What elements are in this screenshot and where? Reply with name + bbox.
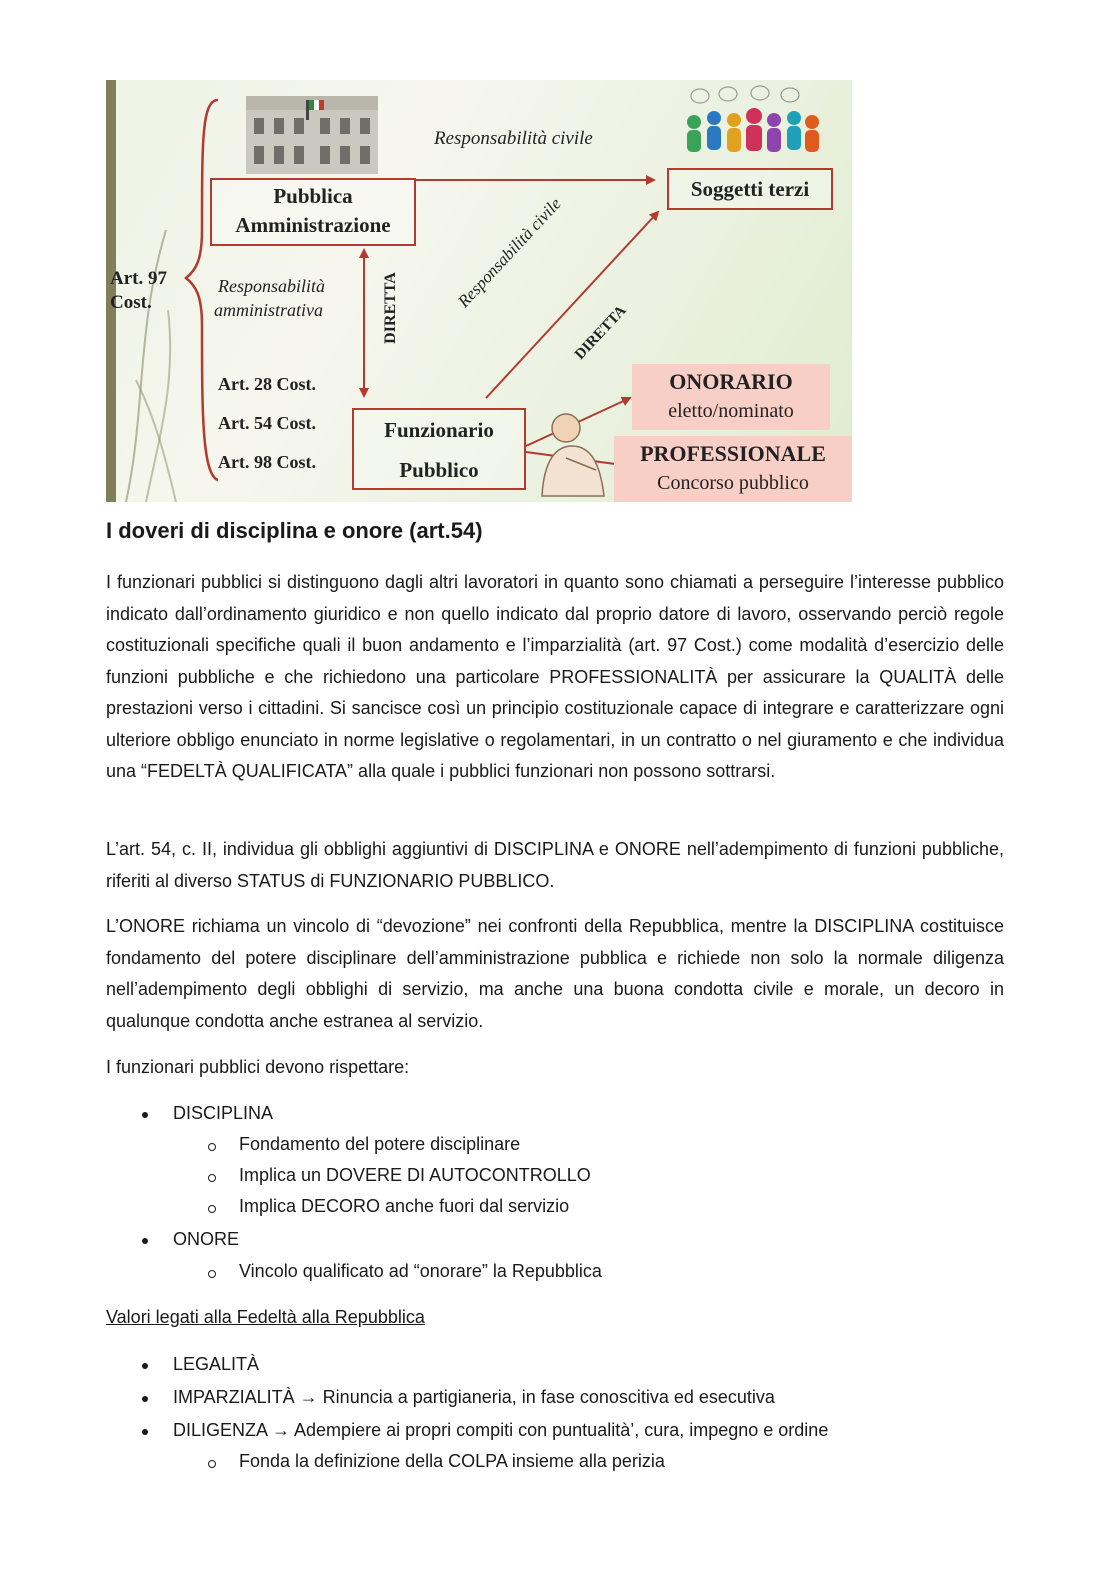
sub-item: Fonda la definizione della COLPA insieme alla perizia [239, 1451, 665, 1471]
sub-item: Implica un DOVERE DI AUTOCONTROLLO [239, 1165, 591, 1185]
professionale-sub: Concorso pubblico [657, 472, 809, 494]
list-item-onore: ONORE [173, 1229, 240, 1249]
onorario-title: ONORARIO [669, 369, 793, 394]
people-image [676, 84, 826, 162]
art28-label: Art. 28 Cost. [218, 374, 316, 394]
pa-line1: Pubblica [273, 184, 353, 208]
box-soggetti-terzi: Soggetti terzi [667, 168, 833, 210]
circle-bullet-icon [208, 1270, 216, 1278]
building-image [246, 96, 378, 174]
person-image [526, 406, 616, 498]
funz-line2: Pubblico [399, 458, 479, 482]
resp-civile-top: Responsabilità civile [434, 128, 593, 149]
bullet-icon [142, 1363, 148, 1369]
sub-item: Implica DECORO anche fuori dal servizio [239, 1196, 570, 1216]
diagram [106, 80, 852, 502]
list-item-imparzialita: IMPARZIALITÀ → Rinuncia a partigianeria, in fase conoscitiva ed esecutiva [173, 1387, 775, 1407]
list-item-legalita: LEGALITÀ [173, 1354, 260, 1374]
circle-bullet-icon [208, 1143, 216, 1151]
box-funzionario-pubblico [352, 408, 526, 490]
pa-line2: Amministrazione [235, 213, 391, 237]
diretta-diagonal-label: DIRETTA [572, 302, 630, 363]
circle-bullet-icon [208, 1174, 216, 1182]
box-onorario [632, 364, 830, 430]
funz-line1: Funzionario [384, 418, 494, 442]
bullet-icon [142, 1396, 148, 1402]
box-pubblica-amministrazione [210, 178, 416, 246]
resp-amm-line1: Responsabilità [218, 276, 325, 296]
resp-civile-diagonal: Responsabilità civile [454, 194, 565, 311]
paragraph-1: I funzionari pubblici si distinguono dagli altri lavoratori in quanto sono chiamati a perseguire l’interesse pubblico indicato dall’ordinamento giuridico e non quello indicato dal proprio datore di lavoro, osservando perciò regole costituzionali specifiche quali il buon andamento e l’imparzialità (art. 97 Cost.) come modalità d’esercizio delle funzioni pubbliche e che richiedono una particolare PROFESSIONALITÀ per assicurare la QUALITÀ delle prestazioni verso i cittadini. Si sancisce così un principio costituzionale capace di integrare e caratterizzare ogni ulteriore obbligo enunciato in norme legislative o regolamentari, in un contratto o nel giuramento e che individua una “FEDELTÀ QUALIFICATA” alla quale i pubblici funzionari non possono sottrarsi. [106, 572, 1004, 781]
onorario-sub: eletto/nominato [668, 400, 794, 422]
bullet-icon [142, 1429, 148, 1435]
sub-item: Fondamento del potere disciplinare [239, 1134, 521, 1154]
art54-label: Art. 54 Cost. [218, 413, 316, 433]
subheading-fedelta: Valori legati alla Fedeltà alla Repubblica [106, 1307, 425, 1327]
bullet-icon [142, 1238, 148, 1244]
art97-label: Art. 97 [110, 268, 167, 289]
section-heading: I doveri di disciplina e onore (art.54) [106, 518, 483, 543]
paragraph-3: L’ONORE richiama un vincolo di “devozione” nei confronti della Repubblica, mentre la DISCIPLINA costituisce fondamento del potere disciplinare dell’amministrazione pubblica e richiede non solo la normale diligenza nell’adempimento degli obblighi di servizio, ma anche una buona condotta civile e morale, un decoro in qualunque condotta anche estranea al servizio. [106, 916, 1004, 1031]
box-professionale [614, 436, 852, 502]
resp-amm-line2: amministrativa [214, 300, 324, 320]
bullet-icon [142, 1112, 148, 1118]
sub-item: Vincolo qualificato ad “onorare” la Repubblica [239, 1261, 602, 1281]
paragraph-2: L’art. 54, c. II, individua gli obblighi aggiuntivi di DISCIPLINA e ONORE nell’adempimento di funzioni pubbliche, riferiti al diverso STATUS di FUNZIONARIO PUBBLICO. [106, 839, 1004, 891]
circle-bullet-icon [208, 1205, 216, 1213]
list-item-disciplina: DISCIPLINA [173, 1103, 274, 1123]
art97-cost-label: Cost. [110, 292, 152, 313]
diretta-vertical-label: DIRETTA [382, 272, 399, 344]
list-item-diligenza: DILIGENZA → Adempiere ai propri compiti con puntualità’, cura, impegno e ordine [173, 1420, 829, 1440]
circle-bullet-icon [208, 1460, 216, 1468]
professionale-title: PROFESSIONALE [640, 441, 826, 466]
art98-label: Art. 98 Cost. [218, 452, 316, 472]
paragraph-4: I funzionari pubblici devono rispettare: [106, 1057, 410, 1077]
